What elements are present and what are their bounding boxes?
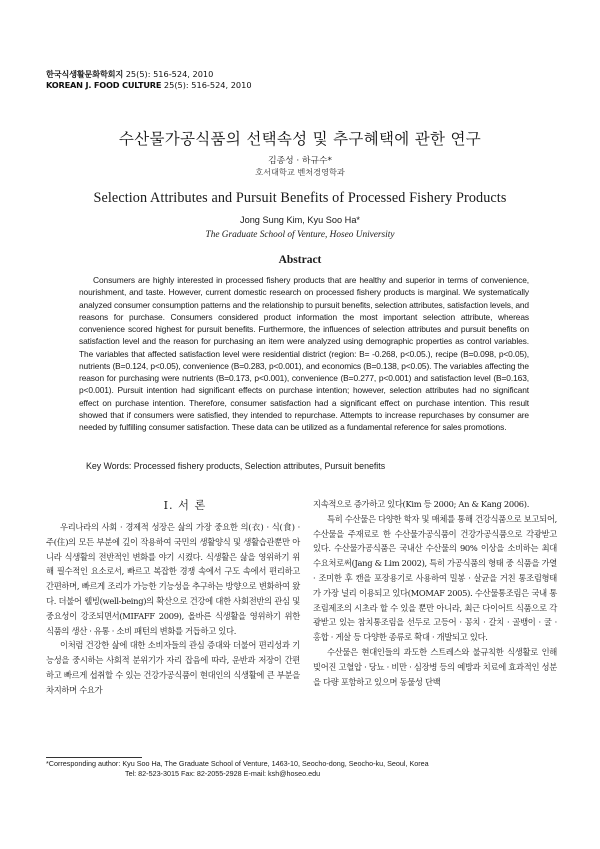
column-right (313, 497, 557, 689)
paragraph: 특히 수산물은 다양한 학자 및 매체를 통해 건강식품으로 보고되어, 수산물을 주재료로 한 수산물가공식품이 건강가공식품으로 각광받고 있다. 수산물가공식품은 국내산 수산물의 90% 이상을 소비하는 최대 수요처로써(Jang & Lim 2002), 특히 가공식품의 형태 중 식품을 가열 · 조미한 후 캔을 포장용기로 사용하여 밀봉 · 살균을 거친 통조림형태가 가장 널리 이용되고 있다(MOMAF 2005). 수산물통조림은 국내 통조림제조의 시초라 할 수 있을 뿐만 아니라, 최근 다이어트 식품으로 각광받고 있는 참치통조림을 선두로 고등어 · 꽁치 · 갈치 · 골뱅이 · 굴 · 홍합 · 게살 등 다양한 종류로 확대 · 개발되고 있다. (313, 513, 557, 643)
paragraph: 지속적으로 증가하고 있다(Kim 등 2000; An & Kang 2006). (313, 499, 530, 509)
footnote (46, 759, 566, 779)
footnote-divider (46, 757, 142, 758)
keywords (86, 461, 385, 471)
column-left (46, 520, 300, 698)
title-english: Selection Attributes and Pursuit Benefits of Processed Fishery Products (93, 190, 507, 206)
journal-line-english (46, 80, 252, 90)
authors-korean: 김종성 · 하규수* (268, 156, 332, 166)
paragraph: 이처럼 건강한 삶에 대한 소비자들의 관심 증대와 더불어 편리성과 기능성을 중시하는 사회적 분위기가 자리 잡음에 따라, 운반과 저장이 간편하고 빠르게 섭취할 수 있는 건강가공식품이 현대인의 식생활에 큰 부분을 차지하며 수요가 (46, 640, 300, 695)
paragraph: 우리나라의 사회 · 경제적 성장은 삶의 가장 중요한 의(衣) · 식(食) · 주(住)의 모든 부분에 깊이 작용하여 국민의 생활양식 및 생활습관뿐만 아니라 식생활의 전반적인 변화를 야기 시켰다. 식생활은 삶을 영위하기 위해 필수적인 요소로서, 빠르고 복잡한 경쟁 속에서 구도 속에서 편리하고 간편하며, 빠르게 조리가 가능한 기능성을 추구하는 방향으로 변화하여 왔다. 더불어 웰빙(well-being)의 확산으로 건강에 대한 사회전반의 관심 및 중요성이 강조되면서(MIFAFF 2009), 올바른 식생활을 영위하기 위한 식품의 생산 · 유통 · 소비 패턴의 변화를 거듭하고 있다. (46, 522, 300, 636)
affiliation-korean: 호서대학교 벤처경영학과 (255, 167, 345, 177)
journal-name-english: KOREAN J. FOOD CULTURE (46, 80, 162, 90)
journal-citation: 25(5): 516-524, 2010 (163, 80, 252, 90)
paragraph: 수산물은 현대인들의 과도한 스트레스와 불규칙한 식생활로 인해 빚어진 고혈압 · 당뇨 · 비만 · 심장병 등의 예방과 치료에 효과적인 성분을 다량 포함하고 있으며 동물성 단백 (313, 646, 557, 687)
journal-name-korean: 한국식생활문화학회지 (46, 69, 124, 79)
keywords-label: Key Words: (86, 461, 132, 471)
abstract-body: Consumers are highly interested in processed fishery products that are healthy and superior in terms of convenience, nourishment, and taste. However, current domestic research on processed fishery products is marginal. We systematically analyzed consumer consumption patterns and the relationship to pursuit benefits, selection attributes, satisfaction levels, and reasons for purchase. Consumers considered product information the most important selection attribute, whereas convenience scored highest for pursuit benefits. Furthermore, the influences of selection attributes and pursuit benefits on satisfaction level and the reason for purchasing an item were analyzed using demographic properties as control variables. The variables that affected satisfaction level were residential district (region: B= -0.268, p<0.05.), recipe (B=0.098, p<0.05), nutrients (B=0.124, p<0.05), convenience (B=0.283, p<0.001), and economics (B=0.138, p<0.05). The variables affecting the reason for purchasing were nutrients (B=0.173, p<0.001), convenience (B=0.277, p<0.001) and satisfaction level (B=0.163, p<0.001). Pursuit intention had significant effects on purchase intention; however, selection attributes had no significant effect on purchase intention. Therefore, consumer satisfaction had a significant effect on purchase intention. This result showed that if consumers were satisfied, they intended to repurchase. Attempts to increase repurchases by consumer are needed by fulfilling consumer satisfaction. These data can be utilized as a fundamental reference for sales promotions. (79, 275, 529, 432)
keywords-list: Processed fishery products, Selection attributes, Pursuit benefits (133, 461, 386, 471)
journal-line-korean (46, 69, 213, 79)
affiliation-english: The Graduate School of Venture, Hoseo University (205, 230, 395, 240)
section-heading-introduction: Ⅰ. 서 론 (163, 499, 207, 512)
journal-citation: 25(5): 516-524, 2010 (125, 69, 214, 79)
footnote-contact: Tel: 82-523-3015 Fax: 82-2055-2928 E-mail: ksh@hoseo.edu (125, 769, 321, 778)
title-korean: 수산물가공식품의 선택속성 및 추구혜택에 관한 연구 (118, 130, 482, 148)
authors-english: Jong Sung Kim, Kyu Soo Ha* (239, 215, 361, 225)
abstract-heading: Abstract (278, 254, 322, 266)
footnote-corresponding-author: *Corresponding author: Kyu Soo Ha, The Graduate School of Venture, 1463-10, Seocho-dong, Seocho-ku, Seoul, Korea (46, 759, 429, 768)
